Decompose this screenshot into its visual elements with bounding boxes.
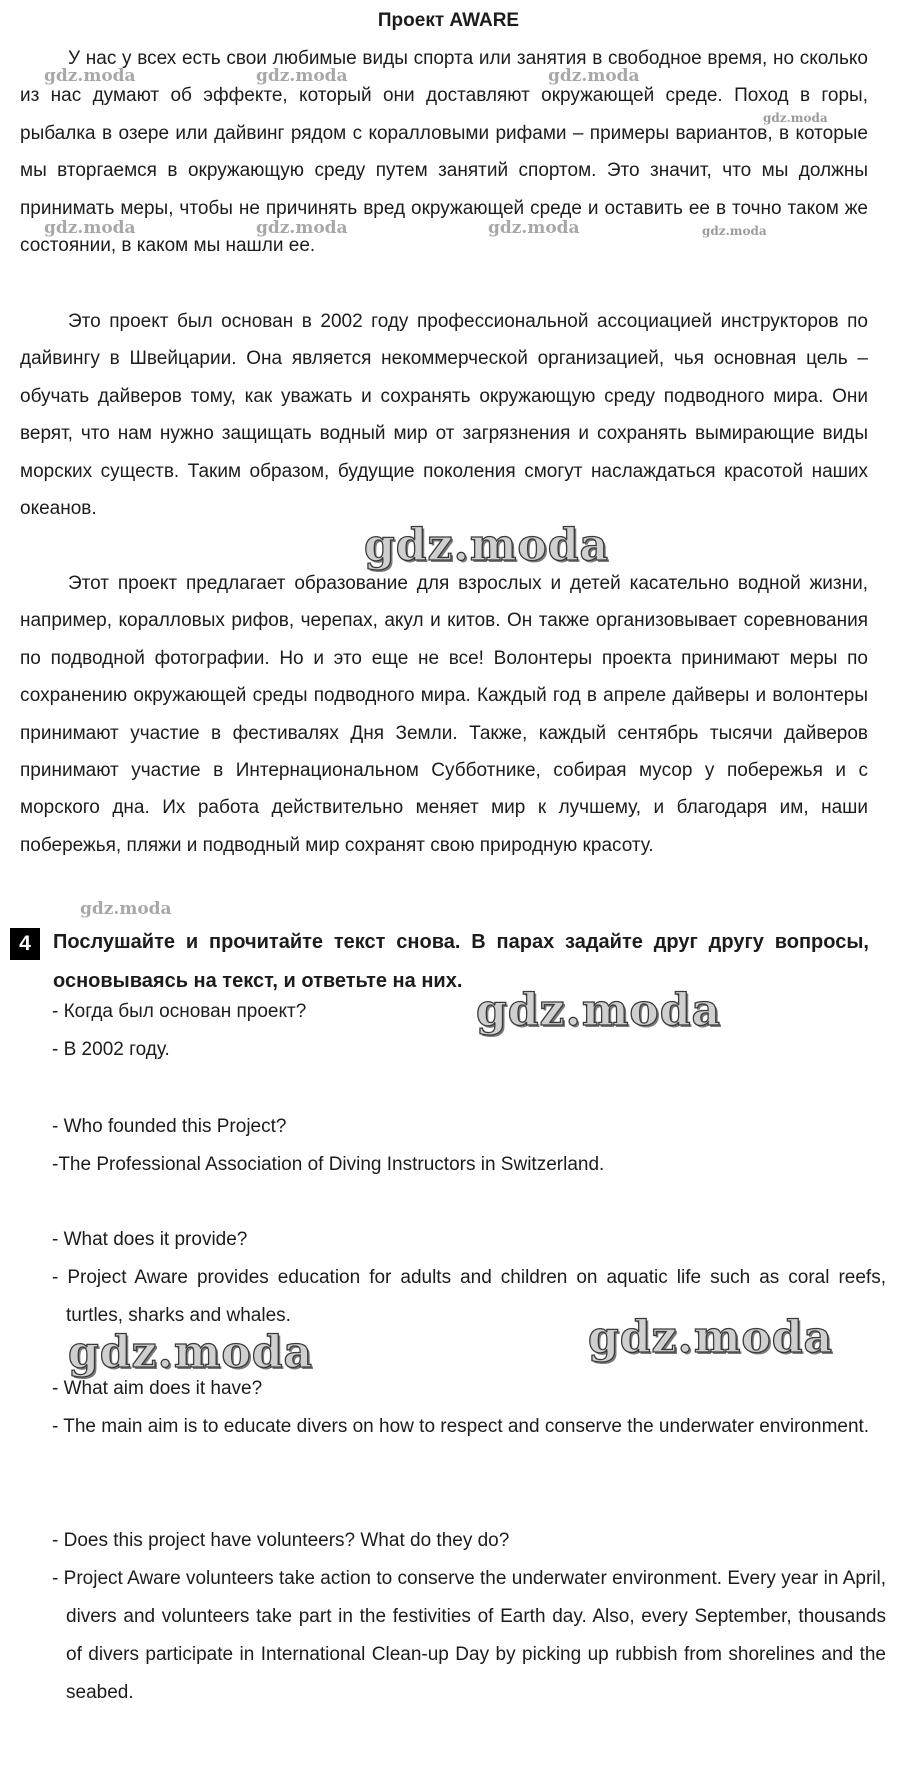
watermark: gdz.moda (256, 66, 348, 86)
answer-3: - Project Aware provides education for adults and children on aquatic life such as coral reefs, turtles, sharks and whales. (52, 1267, 886, 1326)
watermark: gdz.moda (702, 224, 767, 238)
watermark: gdz.moda (588, 1312, 834, 1363)
question-1: - Когда был основан проект? (52, 1001, 307, 1022)
watermark: gdz.moda (548, 66, 640, 86)
watermark: gdz.moda (80, 899, 172, 919)
paragraph-1: У нас у всех есть свои любимые виды спорта или занятия в свободное время, но сколько из нас думают об эффекте, который они доставляют окружающей среде. Поход в горы, рыбалка в озере или дайвинг рядом с коралловыми рифами – примеры вариантов, в которые мы вторгаемся в окружающую среду путем занятий спортом. Это значит, что мы должны принимать меры, чтобы не причинять вред окружающей среде и оставить ее в точно таком же состоянии, в каком мы нашли ее. (20, 48, 868, 257)
watermark: gdz.moda (44, 66, 136, 86)
question-5: - Does this project have volunteers? What do they do? (52, 1530, 510, 1551)
answer-5: - Project Aware volunteers take action to conserve the underwater environment. Every year in April, divers and volunteers take part in the festivities of Earth day. Also, every September, thousands of divers participate in International Clean-up Day by picking up rubbish from shorelines and the seabed. (52, 1568, 886, 1703)
question-4: - What aim does it have? (52, 1378, 263, 1399)
watermark: gdz.moda (256, 218, 348, 238)
paragraph-2: Это проект был основан в 2002 году профессиональной ассоциацией инструкторов по дайвингу в Швейцарии. Она является некоммерческой организацией, чья основная цель – обучать дайверов тому, как уважать и сохранять окружающую среду подводного мира. Они верят, что нам нужно защищать водный мир от загрязнения и сохранять вымирающие виды морских существ. Таким образом, будущие поколения смогут наслаждаться красотой наших океанов. (20, 311, 868, 520)
task-instruction: Послушайте и прочитайте текст снова. В парах задайте друг другу вопросы, основываясь на текст, и ответьте на них. (53, 931, 869, 992)
answer-4: - The main aim is to educate divers on how to respect and conserve the underwater environment. (52, 1416, 870, 1437)
paragraph-3: Этот проект предлагает образование для взрослых и детей касательно водной жизни, например, коралловых рифов, черепах, акул и китов. Он также организовывает соревнования по подводной фотографии. Но и это еще не все! Волонтеры проекта принимают меры по сохранению окружающей среды подводного мира. Каждый год в апреле дайверы и волонтеры принимают участие в фестивалях Дня Земли. Также, каждый сентябрь тысячи дайверов принимают участие в Интернациональном Субботнике, собирая мусор у побережья и с морского дна. Их работа действительно меняет мир к лучшему, и благодаря им, наши побережья, пляжи и подводный мир сохранят свою природную красоту. (20, 573, 868, 856)
page-title: Проект AWARE (377, 10, 520, 31)
watermark: gdz.moda (476, 985, 722, 1036)
watermark: gdz.moda (44, 218, 136, 238)
question-3: - What does it provide? (52, 1229, 248, 1250)
watermark: gdz.moda (68, 1327, 314, 1378)
question-2: - Who founded this Project? (52, 1116, 287, 1137)
answer-1: - В 2002 году. (52, 1039, 170, 1060)
watermark: gdz.moda (364, 520, 610, 571)
watermark: gdz.moda (488, 218, 580, 238)
task-number-badge: 4 (10, 928, 40, 960)
watermark: gdz.moda (763, 111, 828, 125)
answer-2: -The Professional Association of Diving Instructors in Switzerland. (52, 1154, 605, 1175)
